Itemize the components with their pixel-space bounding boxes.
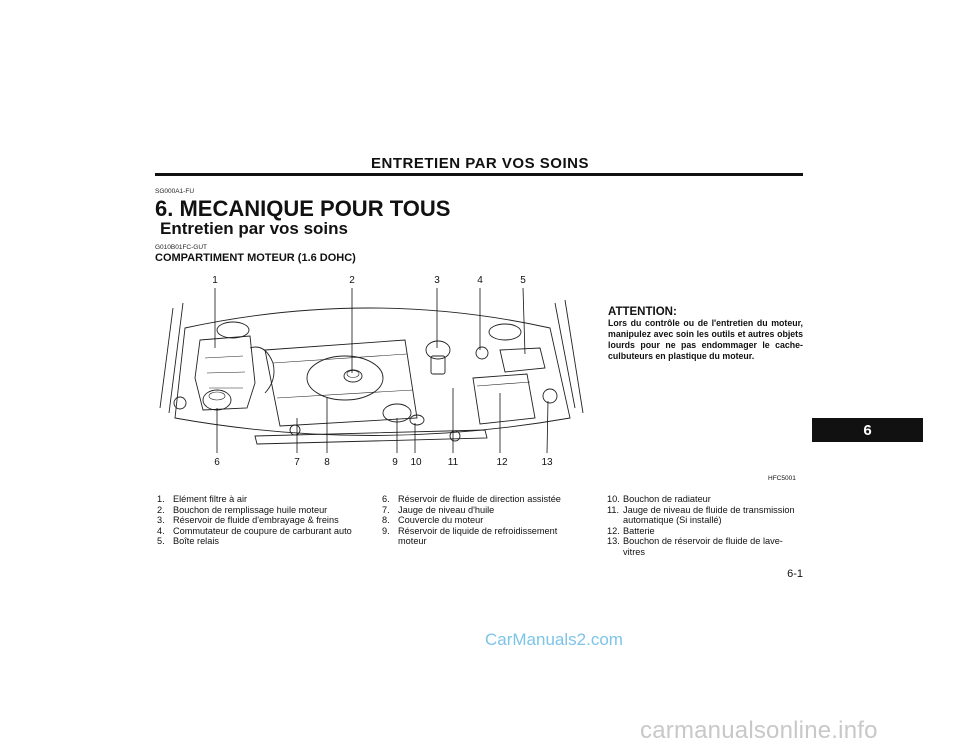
legend-number: 1. [157,494,165,504]
legend-number: 5. [157,536,165,547]
legend-text: Jauge de niveau de fluide de transmission automatique (Si installé) [623,504,795,526]
legend-text: Boîte relais [173,536,219,547]
callout-13: 13 [541,457,553,468]
legend-item [607,494,803,505]
legend-number: 4. [157,525,165,536]
battery [473,374,535,424]
legend-text: Couvercle du moteur [398,515,484,526]
legend-number: 6. [382,494,390,504]
subsection-title: COMPARTIMENT MOTEUR (1.6 DOHC) [155,252,356,264]
legend-number: 8. [382,515,390,526]
legend-number: 10. [607,494,620,504]
legend-text: Elément filtre à air [173,494,248,504]
legend-text: Réservoir de liquide de refroidissement moteur [398,525,558,547]
legend-text: Commutateur de coupure de carburant auto [173,525,352,536]
callout-3: 3 [434,275,440,286]
callout-1: 1 [212,275,218,286]
legend-item [382,494,582,505]
callout-2: 2 [349,275,355,286]
attention-body: Lors du contrôle ou de l'entretien du moteur, manipulez avec soin les outils et autres objets lourds pour ne pas endommager le cache-culbuteurs en plastique du moteur. [608,318,803,361]
attention-title: ATTENTION: [608,306,677,318]
legend-item [157,494,365,505]
header-rule [155,173,803,176]
callout-12: 12 [496,457,508,468]
callout-9: 9 [392,457,398,468]
legend-item [382,526,582,547]
legend-item [607,526,803,537]
chapter-tab: 6 [812,418,923,442]
subsection-code: G010B01FC-GUT [155,244,208,251]
callout-6: 6 [214,457,220,468]
legend-text: Bouchon de radiateur [623,494,711,504]
watermark-carmanualsonline[interactable]: carmanualsonline.info [640,717,878,744]
legend-number: 7. [382,504,390,515]
legend-text: Réservoir de fluide d'embrayage & freins [173,515,339,526]
legend-text: Bouchon de réservoir de fluide de lave-vitres [623,536,783,557]
legend-column-1 [157,494,365,547]
washer-fluid-cap [543,389,557,403]
left-strut-tower [217,322,249,338]
relay-box [500,348,545,372]
oil-filler-cap [344,370,362,382]
page-number: 6-1 [787,568,803,580]
fuel-cutoff-switch [476,347,488,359]
legend-number: 11. [607,504,620,515]
legend-number: 9. [382,525,390,536]
legend-item [382,515,582,526]
legend-text: Batterie [623,525,655,536]
legend-number: 12. [607,525,620,536]
legend-text: Bouchon de remplissage huile moteur [173,504,328,515]
callout-10: 10 [410,457,422,468]
page-header-title: ENTRETIEN PAR VOS SOINS [371,155,589,172]
engine-cover [265,340,417,426]
callout-5: 5 [520,275,526,286]
legend-number: 2. [157,504,165,515]
legend-text: Jauge de niveau d'huile [398,504,495,515]
engine-compartment-diagram [155,268,585,480]
attention-box [608,306,803,362]
legend-number: 13. [607,536,620,547]
callout-11: 11 [447,457,459,468]
chapter-title: 6. MECANIQUE POUR TOUS [155,196,451,221]
legend-item [607,536,803,557]
legend-item [382,505,582,516]
chapter-code: SG000A1-FU [155,188,195,195]
section-title: Entretien par vos soins [160,219,348,238]
legend-item [157,536,365,547]
air-filter-box [195,336,255,410]
legend-column-2 [382,494,582,547]
legend-text: Réservoir de fluide de direction assistée [398,494,561,504]
legend-number: 3. [157,515,165,526]
callout-7: 7 [294,457,300,468]
callout-8: 8 [324,457,330,468]
watermark-carmanuals2[interactable]: CarManuals2.com [485,630,623,649]
image-code: HFC5001 [768,475,796,482]
legend-item [157,505,365,516]
right-strut-tower [489,324,521,340]
callout-4: 4 [477,275,483,286]
legend-item [157,515,365,526]
legend-item [607,505,803,526]
legend-item [157,526,365,537]
legend-column-3 [607,494,803,558]
